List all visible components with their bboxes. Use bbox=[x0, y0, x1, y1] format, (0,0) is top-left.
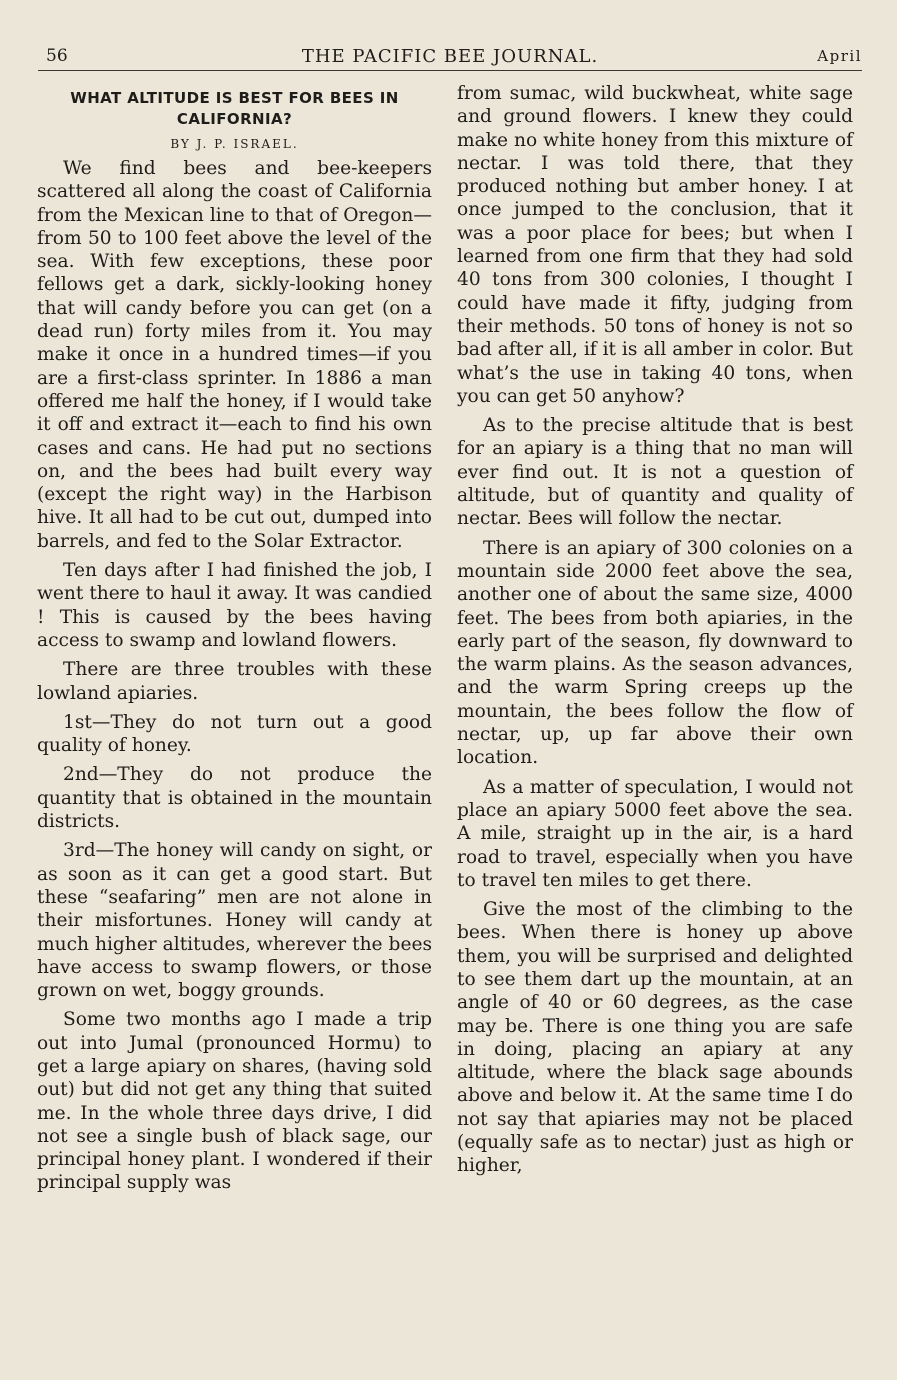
issue-month: April bbox=[817, 47, 862, 65]
right-column bbox=[457, 82, 853, 1184]
paragraph: As a matter of speculation, I would not place an apiary 5000 feet above the sea. A mile, straight up in the air, is a hard road to travel, especially when you have to travel ten miles to get there. bbox=[457, 776, 853, 891]
paragraph: There is an apiary of 300 colonies on a mountain side 2000 feet above the sea, another one of about the same size, 4000 feet. The bees from both apiaries, in the early part of the season, fly downward to the warm plains. As the season advances, and the warm Spring creeps up the mountain, the bees follow the flow of nectar, up, up far above their own location. bbox=[457, 537, 853, 769]
article-byline: BY J. P. ISRAEL. bbox=[170, 137, 299, 151]
journal-title: THE PACIFIC BEE JOURNAL. bbox=[301, 46, 599, 67]
paragraph: 1st—They do not turn out a good quality of honey. bbox=[37, 711, 432, 757]
paragraph: There are three troubles with these lowland apiaries. bbox=[37, 659, 432, 704]
paragraph: Ten days after I had finished the job, I went there to haul it away. It was candied ! This is caused by the bees having access to swamp and lowland flowers. bbox=[37, 560, 432, 651]
paragraph: from sumac, wild buckwheat, white sage and ground flowers. I knew they could make no white honey from this mixture of nectar. I was told there, that they produced nothing but amber honey. I at once jumped to the conclusion, that it was a poor place for bees; but when I learned from one firm that they had sold 40 tons from 300 colonies, I thought I could have made it fifty, judging from their methods. 50 tons of honey is not so bad after all, if it is all amber in color. But what’s the use in taking 40 tons, when you can get 50 anyhow? bbox=[457, 83, 853, 407]
paragraph: We find bees and bee-keepers scattered all along the coast of California from the Mexican line to that of Oregon—from 50 to 100 feet above the level of the sea. With few exceptions, these poor fellows get a dark, sickly-looking honey that will candy before you can get (on a dead run) forty miles from it. You may make it once in a hundred times—if you are a first-class sprinter. In 1886 a man offered me half the honey, if I would take it off and extract it—each to find his own cases and cans. He had put no sections on, and the bees had built every way (except the right way) in the Harbison hive. It all had to be cut out, dumped into barrels, and fed to the Solar Extractor. bbox=[37, 158, 432, 552]
running-header bbox=[38, 44, 862, 71]
paragraph: Give the most of the climbing to the bees. When there is honey up above them, you will be surprised and delighted to see them dart up the mountain, at an angle of 40 or 60 degrees, as the case may be. There is one thing you are safe in doing, placing an apiary at any altitude, where the black sage abounds above and below it. At the same time I do not say that apiaries may not be placed (equally safe as to nectar) just as high or higher, bbox=[457, 899, 853, 1177]
paragraph: 3rd—The honey will candy on sight, or as soon as it can get a good start. But these “seafaring” men are not alone in their misfortunes. Honey will candy at much higher altitudes, wherever the bees have access to swamp flowers, or those grown on wet, boggy grounds. bbox=[37, 840, 432, 1002]
left-column bbox=[37, 82, 432, 1201]
paragraph: 2nd—They do not produce the quantity that is obtained in the mountain districts. bbox=[37, 764, 432, 833]
paragraph: Some two months ago I made a trip out into Jumal (pronounced Hormu) to get a large apiary on shares, (having sold out) but did not get any thing that suited me. In the whole three days drive, I did not see a single bush of black sage, our principal honey plant. I wondered if their principal supply was bbox=[37, 1009, 432, 1194]
article-title: WHAT ALTITUDE IS BEST FOR BEES IN CALIFORNIA? bbox=[70, 89, 399, 128]
paragraph: As to the precise altitude that is best for an apiary is a thing that no man will ever find out. It is not a question of altitude, but of quantity and quality of nectar. Bees will follow the nectar. bbox=[457, 415, 853, 530]
page-number: 56 bbox=[46, 46, 68, 66]
